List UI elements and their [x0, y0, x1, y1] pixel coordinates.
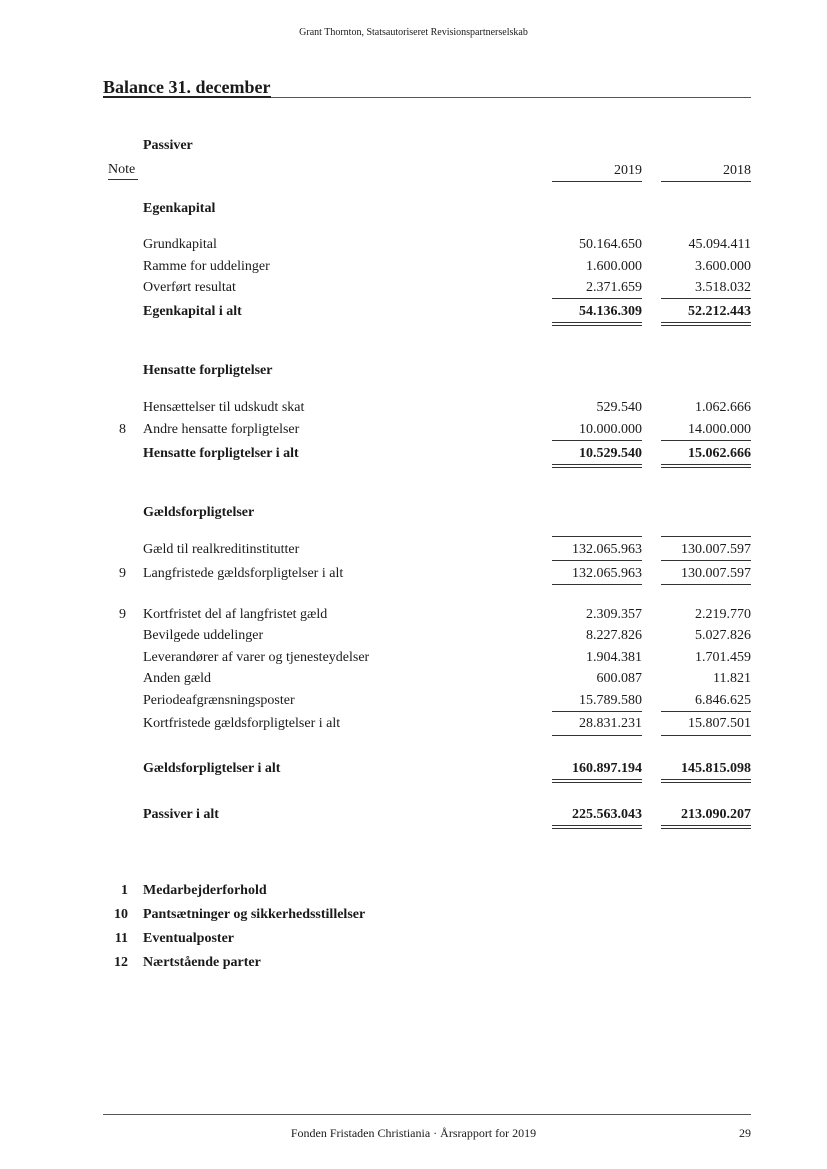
value-2019: 1.600.000: [586, 259, 642, 274]
subtotal-2018: 130.007.597: [681, 566, 751, 581]
grand-total-2018: 213.090.207: [681, 807, 751, 822]
subtotal-2019: 28.831.231: [579, 716, 642, 731]
note-number: 1: [121, 883, 128, 898]
note-title: Eventualposter: [143, 931, 234, 946]
total-double-rule: [552, 825, 642, 829]
subtotal-label: Kortfristede gældsforpligtelser i alt: [143, 716, 341, 731]
subtotal-rule: [661, 735, 751, 736]
subtotal-rule: [661, 298, 751, 299]
subtotal-rule: [552, 440, 642, 441]
total-label: Egenkapital i alt: [143, 304, 242, 319]
value-2019: 600.087: [596, 671, 642, 686]
total-label: Gældsforpligtelser i alt: [143, 761, 281, 776]
subtotal-label: Langfristede gældsforpligtelser i alt: [143, 566, 344, 581]
row-label: Bevilgede uddelinger: [143, 628, 264, 643]
total-double-rule: [661, 322, 751, 326]
note-number: 10: [114, 907, 128, 922]
value-2018: 1.062.666: [695, 400, 751, 415]
title-underline: [103, 96, 271, 98]
value-2018: 45.094.411: [688, 237, 751, 252]
value-2019: 2.309.357: [586, 607, 642, 622]
subtotal-rule: [552, 735, 642, 736]
firm-header: Grant Thornton, Statsautoriseret Revisionspartnerselskab: [299, 27, 528, 38]
row-label: Gæld til realkreditinstitutter: [143, 542, 300, 557]
row-label: Andre hensatte forpligtelser: [143, 422, 300, 437]
row-label: Overført resultat: [143, 280, 236, 295]
note-header-rule: [108, 179, 138, 180]
value-2018: 14.000.000: [688, 422, 751, 437]
total-double-rule: [552, 322, 642, 326]
section-title: Passiver: [143, 138, 193, 153]
total-label: Hensatte forpligtelser i alt: [143, 446, 299, 461]
note-reference: 9: [119, 566, 126, 581]
total-double-rule: [552, 779, 642, 783]
total-2018: 52.212.443: [688, 304, 751, 319]
total-double-rule: [552, 464, 642, 468]
value-2018: 6.846.625: [695, 693, 751, 708]
value-2019: 529.540: [596, 400, 642, 415]
subtotal-rule: [552, 711, 642, 712]
value-2018: 5.027.826: [695, 628, 751, 643]
note-title: Pantsætninger og sikkerhedsstillelser: [143, 907, 366, 922]
row-label: Kortfristet del af langfristet gæld: [143, 607, 328, 622]
value-2018: 130.007.597: [681, 542, 751, 557]
total-2019: 10.529.540: [579, 446, 642, 461]
year-header-rule: [661, 181, 751, 182]
total-double-rule: [661, 464, 751, 468]
value-2019: 8.227.826: [586, 628, 642, 643]
row-label: Hensættelser til udskudt skat: [143, 400, 305, 415]
total-double-rule: [661, 825, 751, 829]
note-column-header: Note: [108, 162, 136, 177]
note-reference: 8: [119, 422, 126, 437]
row-label: Leverandører af varer og tjenesteydelser: [143, 650, 370, 665]
value-2019: 1.904.381: [586, 650, 642, 665]
subtotal-2019: 132.065.963: [572, 566, 642, 581]
value-2019: 10.000.000: [579, 422, 642, 437]
footer-text: Fonden Fristaden Christiania · Årsrapport for 2019: [290, 1126, 537, 1140]
year-2018-header: 2018: [723, 163, 751, 178]
total-2018: 15.062.666: [688, 446, 751, 461]
value-2018: 2.219.770: [695, 607, 751, 622]
subtotal-rule: [661, 711, 751, 712]
value-2018: 1.701.459: [695, 650, 751, 665]
row-label: Periodeafgrænsningsposter: [143, 693, 295, 708]
grand-total-label: Passiver i alt: [143, 807, 219, 822]
note-title: Nærtstående parter: [143, 955, 261, 970]
page-number: 29: [739, 1126, 751, 1140]
value-2019: 132.065.963: [572, 542, 642, 557]
gaeld-heading: Gældsforpligtelser: [143, 505, 255, 520]
total-2019: 160.897.194: [572, 761, 642, 776]
subtotal-rule: [661, 440, 751, 441]
footer-rule: [103, 1114, 751, 1115]
page-title: Balance 31. december: [103, 77, 271, 97]
subtotal-rule: [552, 560, 642, 561]
value-2019: 15.789.580: [579, 693, 642, 708]
year-header-rule: [552, 181, 642, 182]
note-reference: 9: [119, 607, 126, 622]
grand-total-2019: 225.563.043: [572, 807, 642, 822]
subtotal-rule: [661, 560, 751, 561]
value-2018: 3.600.000: [695, 259, 751, 274]
total-2018: 145.815.098: [681, 761, 751, 776]
value-2019: 50.164.650: [579, 237, 642, 252]
subtotal-rule: [552, 298, 642, 299]
group-top-rule: [552, 536, 642, 537]
value-2018: 11.821: [713, 671, 751, 686]
row-label: Ramme for uddelinger: [143, 259, 270, 274]
egenkapital-heading: Egenkapital: [143, 201, 216, 216]
total-2019: 54.136.309: [579, 304, 642, 319]
value-2019: 2.371.659: [586, 280, 642, 295]
year-2019-header: 2019: [614, 163, 642, 178]
value-2018: 3.518.032: [695, 280, 751, 295]
row-label: Anden gæld: [143, 671, 212, 686]
subtotal-rule: [661, 584, 751, 585]
note-number: 11: [114, 931, 128, 946]
note-number: 12: [114, 955, 128, 970]
row-label: Grundkapital: [143, 237, 217, 252]
total-double-rule: [661, 779, 751, 783]
group-top-rule: [661, 536, 751, 537]
hensatte-heading: Hensatte forpligtelser: [143, 363, 273, 378]
subtotal-rule: [552, 584, 642, 585]
note-title: Medarbejderforhold: [143, 883, 267, 898]
subtotal-2018: 15.807.501: [688, 716, 751, 731]
